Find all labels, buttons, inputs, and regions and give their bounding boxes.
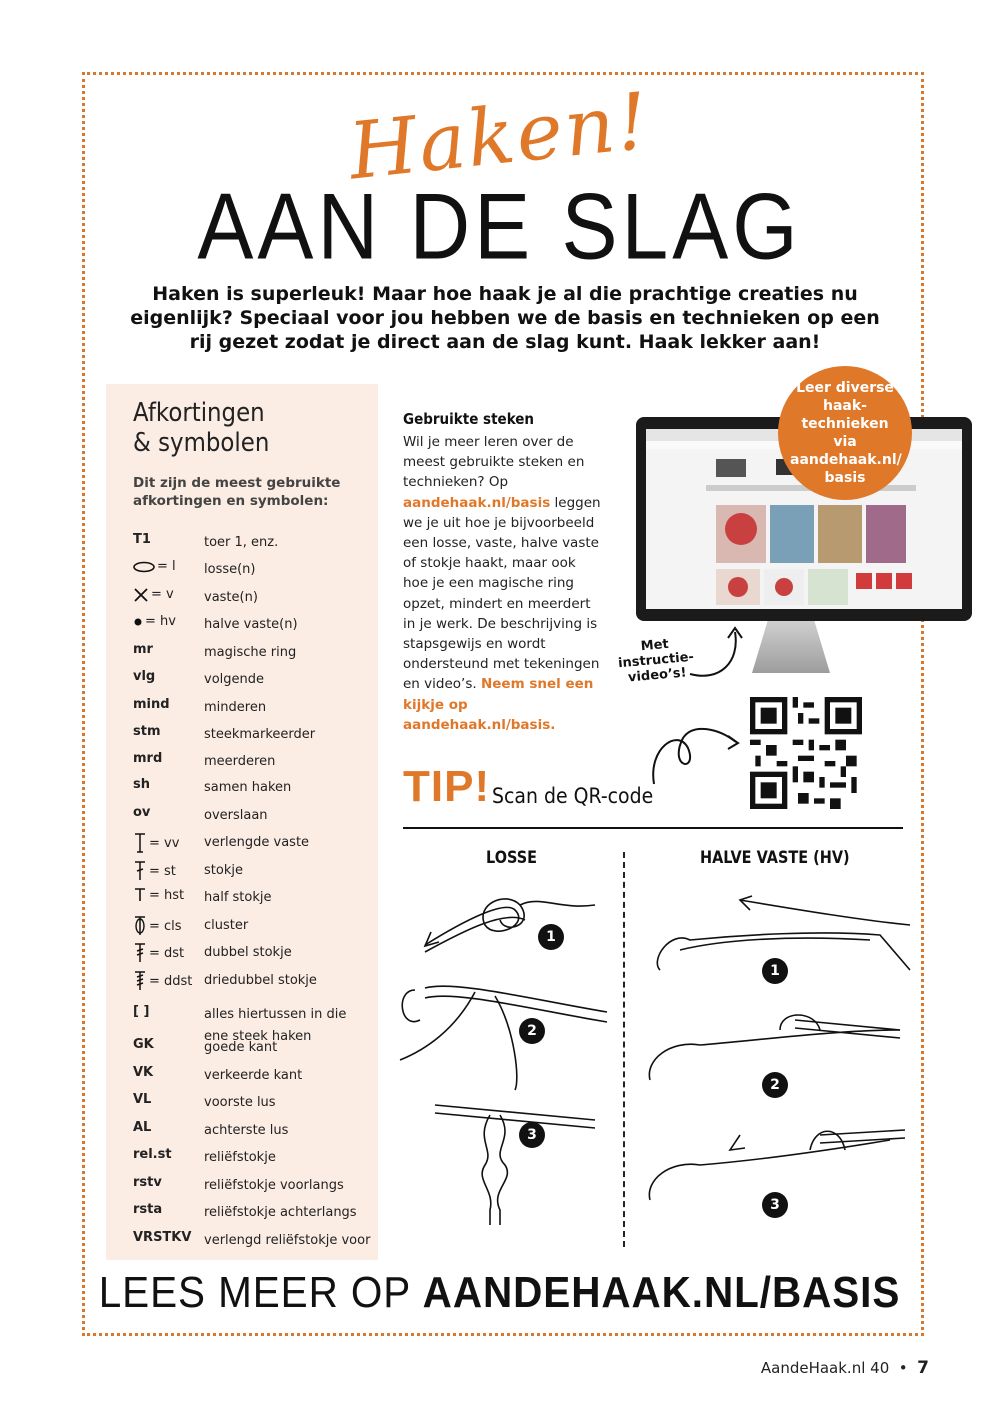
column-divider [623,852,625,1247]
abbreviation-key: [ ] [133,1004,150,1019]
footer-banner: LEES MEER OP AANDEHAAK.NL/BASIS [98,1268,901,1317]
curved-arrow-icon [680,622,750,682]
abbreviation-value: vaste(n) [204,590,258,605]
abbreviation-value: verkeerde kant [204,1068,303,1083]
abbreviation-key: = dst [133,942,184,964]
abbreviation-value: samen haken [204,780,292,795]
abbreviation-key: AL [133,1120,152,1135]
losse-title: LOSSE [486,848,538,868]
promo-badge: Leer diverse haak-technieken via aandehaak.nl/ basis [778,366,912,500]
step-badge: 3 [519,1122,545,1148]
stitch-symbol-icon [133,974,147,989]
abbreviation-key: stm [133,724,161,739]
abbreviations-subtitle: Dit zijn de meest gebruikte afkortingen en symbolen: [133,475,341,509]
steken-body: Wil je meer leren over de meest gebruikte steken en technieken? Op aandehaak.nl/basis leggen we je uit hoe je bijvoorbeeld een losse, vaste, halve vaste of stokje haakt, maar ook hoe je een magische ring opzet, mindert en meerdert in je werk. De beschrijving is stapsgewijs en wordt ondersteund met tekeningen en video’s. Neem snel een kijkje op aandehaak.nl/basis. [403,434,601,733]
abbreviation-key: VK [133,1065,154,1080]
abbreviation-value: verlengde vaste [204,835,310,850]
stitch-symbol-icon [133,614,143,629]
abbreviation-value: alles hiertussen in die ene steek haken [204,1007,347,1044]
abbreviation-key: VL [133,1092,152,1107]
stitch-symbol-icon [133,559,155,574]
magazine-source: AandeHaak.nl 40 [760,1359,890,1377]
abbreviation-value: minderen [204,700,267,715]
abbreviation-key: sh [133,777,150,792]
page-footer: AandeHaak.nl 40 • 7 [760,1358,929,1378]
stitch-symbol-icon [133,946,147,961]
step-badge: 2 [762,1072,788,1098]
abbreviation-key: VRSTKV [133,1230,192,1245]
abbreviation-value: volgende [204,672,264,687]
page-number: 7 [917,1358,929,1378]
abbreviation-value: overslaan [204,808,268,823]
intro-text: Haken is superleuk! Maar hoe haak je al die prachtige creaties nu eigenlijk? Speciaal voor jou hebben we de basis en technieken op een rij gezet zodat je direct aan de slag kunt. Haak lekker aan! [130,283,880,353]
abbreviation-value: driedubbel stokje [204,973,317,988]
tip-label: TIP! [403,762,491,811]
step-badge: 1 [762,958,788,984]
abbreviation-value: toer 1, enz. [204,535,279,550]
step-badge: 1 [538,924,564,950]
stitch-symbol-icon [133,587,149,602]
abbreviation-key: = st [133,860,176,882]
abbreviation-value: steekmarkeerder [204,727,316,742]
page-title: AAN DE SLAG [197,173,802,279]
loop-arrow-icon [648,718,744,788]
abbreviation-value: voorste lus [204,1095,276,1110]
video-note: Met instructie-video’s! [617,636,695,686]
abbreviations-panel [106,384,378,1260]
abbreviation-key: GK [133,1037,154,1052]
tip-text: Scan de QR-code [492,784,654,808]
abbreviation-key: T1 [133,532,151,547]
basis-link[interactable]: aandehaak.nl/basis [403,494,551,511]
abbreviation-key: = cls [133,915,182,937]
abbreviation-key: = v [133,587,174,602]
step-badge: 3 [762,1192,788,1218]
abbreviation-value: stokje [204,863,243,878]
abbreviation-key: = l [133,559,176,574]
steken-title: Gebruikte steken [403,410,535,428]
script-title: Haken! [344,76,655,198]
stitch-symbol-icon [133,836,147,851]
abbreviation-value: reliëfstokje [204,1150,276,1165]
abbreviation-value: achterste lus [204,1123,289,1138]
abbreviation-value: meerderen [204,754,276,769]
abbreviations-title: Afkortingen & symbolen [133,398,270,458]
abbreviation-value: goede kant [204,1040,278,1055]
abbreviation-key: vlg [133,669,156,684]
abbreviation-key: rel.st [133,1147,172,1162]
abbreviation-key: mrd [133,751,163,766]
abbreviation-value: reliëfstokje voorlangs [204,1178,344,1193]
cta-link[interactable]: Neem snel een kijkje op aandehaak.nl/basis. [403,676,594,733]
abbreviation-value: half stokje [204,890,272,905]
abbreviation-key: = vv [133,832,179,854]
abbreviation-key: = hst [133,887,184,903]
abbreviation-value: magische ring [204,645,297,660]
stitch-symbol-icon [133,919,147,934]
halve-vaste-title: HALVE VASTE (HV) [700,848,850,868]
abbreviation-value: reliëfstokje achterlangs [204,1205,357,1220]
stitch-symbol-icon [133,888,147,903]
abbreviation-value: losse(n) [204,562,256,577]
abbreviation-key: mr [133,642,153,657]
abbreviation-value: halve vaste(n) [204,617,298,632]
abbreviation-key: ov [133,805,151,820]
step-badge: 2 [519,1018,545,1044]
abbreviation-key: rstv [133,1175,162,1190]
abbreviation-value: verlengd reliëfstokje voor [204,1233,371,1248]
abbreviation-value: cluster [204,918,249,933]
footer-link[interactable]: AANDEHAAK.NL/BASIS [422,1268,901,1317]
qr-code[interactable] [750,697,862,809]
abbreviation-key: rsta [133,1202,163,1217]
losse-diagram [395,880,620,1240]
abbreviation-key: = hv [133,614,176,629]
abbreviation-value: dubbel stokje [204,945,292,960]
stitch-symbol-icon [133,864,147,879]
abbreviation-key: mind [133,697,170,712]
divider [403,827,903,829]
abbreviation-key: = ddst [133,970,192,992]
halve-vaste-diagram [640,880,920,1240]
